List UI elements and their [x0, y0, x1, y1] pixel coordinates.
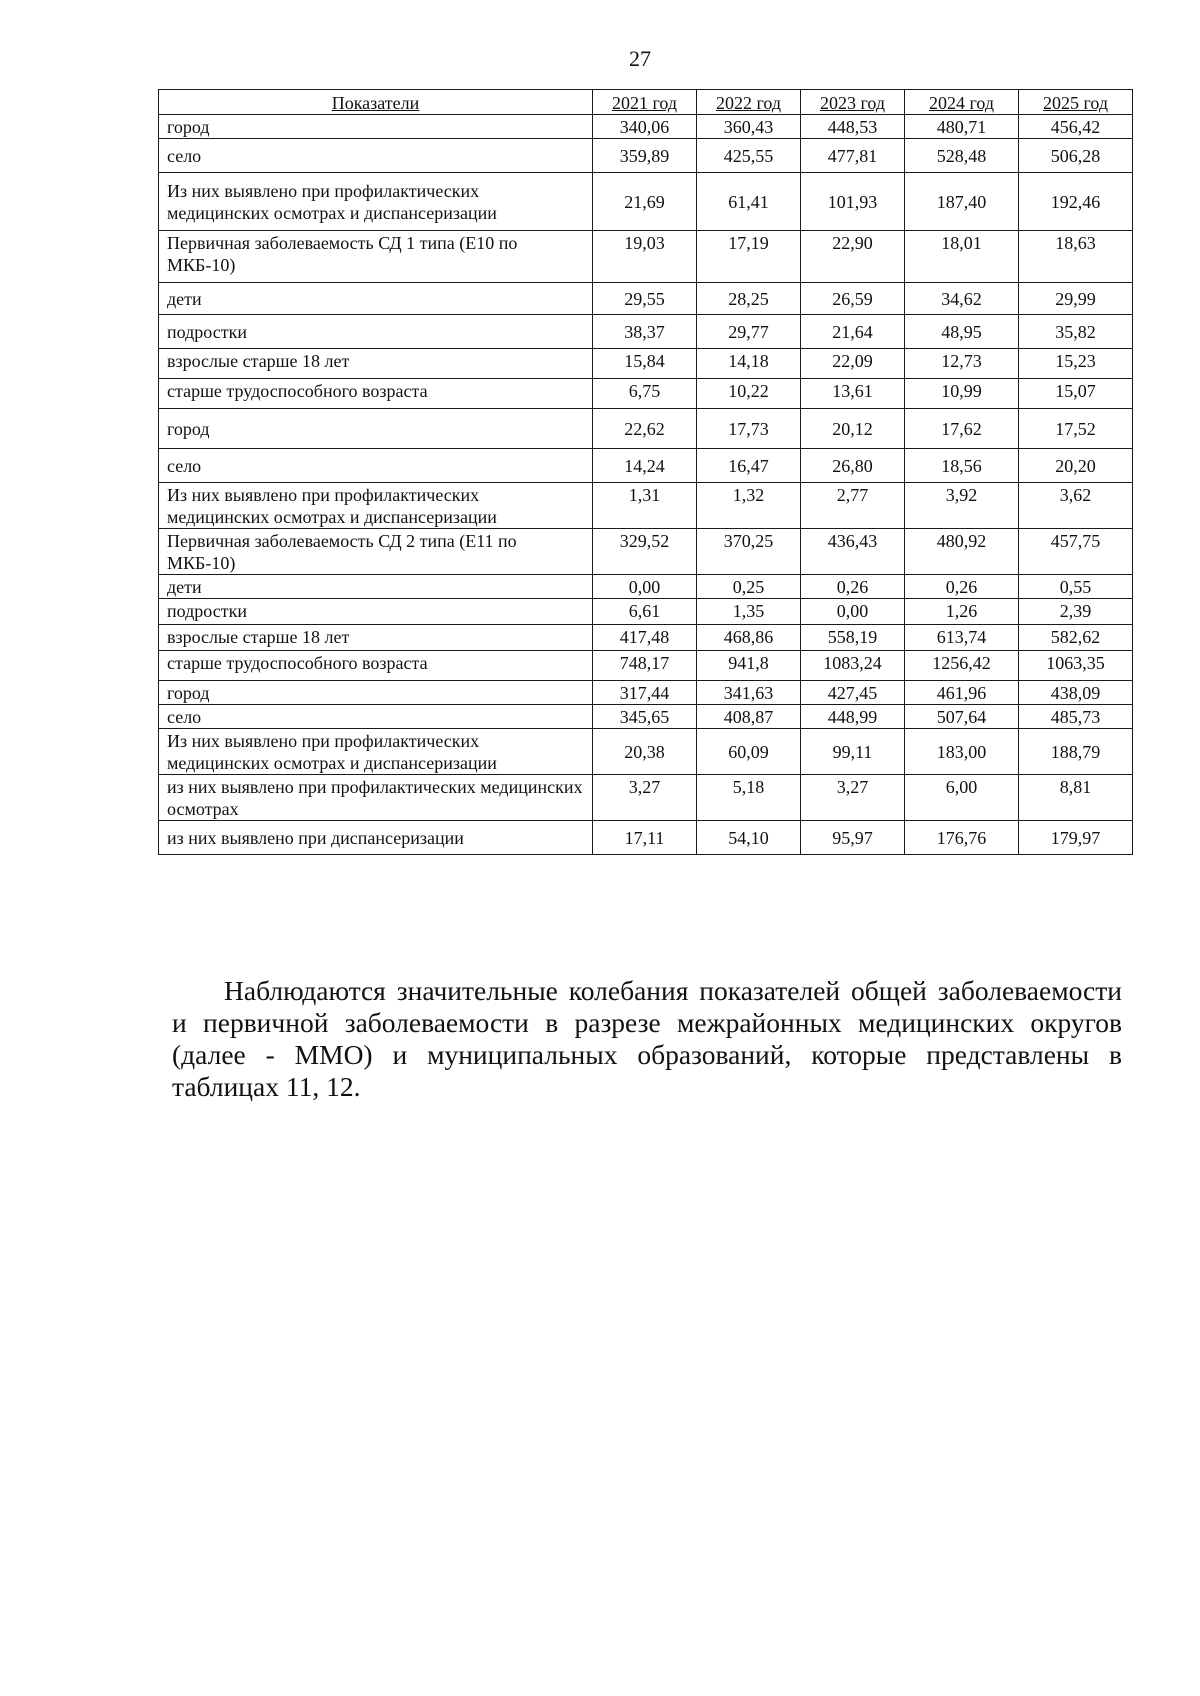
cell-value: 507,64	[905, 705, 1019, 729]
cell-value: 15,84	[593, 349, 697, 379]
cell-value: 35,82	[1019, 315, 1133, 349]
table-row	[159, 483, 1133, 529]
cell-value: 0,26	[801, 575, 905, 599]
table-row	[159, 575, 1133, 599]
cell-value: 10,22	[697, 379, 801, 409]
row-label: подростки	[159, 315, 593, 349]
cell-value: 506,28	[1019, 139, 1133, 173]
cell-value: 179,97	[1019, 821, 1133, 855]
cell-value: 0,00	[801, 599, 905, 625]
cell-value: 99,11	[801, 729, 905, 775]
cell-value: 0,25	[697, 575, 801, 599]
cell-value: 29,77	[697, 315, 801, 349]
cell-value: 340,06	[593, 115, 697, 139]
morbidity-table	[158, 89, 1133, 855]
cell-value: 28,25	[697, 283, 801, 315]
row-label: взрослые старше 18 лет	[159, 625, 593, 651]
cell-value: 18,01	[905, 231, 1019, 283]
row-label: из них выявлено при профилактических медицинских осмотрах	[159, 775, 593, 821]
cell-value: 61,41	[697, 173, 801, 231]
cell-value: 54,10	[697, 821, 801, 855]
column-header: 2021 год	[593, 90, 697, 115]
cell-value: 408,87	[697, 705, 801, 729]
cell-value: 359,89	[593, 139, 697, 173]
cell-value: 427,45	[801, 681, 905, 705]
cell-value: 329,52	[593, 529, 697, 575]
cell-value: 6,00	[905, 775, 1019, 821]
cell-value: 22,09	[801, 349, 905, 379]
cell-value: 1,26	[905, 599, 1019, 625]
column-header: 2023 год	[801, 90, 905, 115]
row-label: из них выявлено при диспансеризации	[159, 821, 593, 855]
cell-value: 21,64	[801, 315, 905, 349]
cell-value: 370,25	[697, 529, 801, 575]
cell-value: 18,63	[1019, 231, 1133, 283]
cell-value: 0,55	[1019, 575, 1133, 599]
cell-value: 1256,42	[905, 651, 1019, 681]
row-label: подростки	[159, 599, 593, 625]
table-header-row	[159, 90, 1133, 115]
table-row	[159, 775, 1133, 821]
table-row	[159, 139, 1133, 173]
cell-value: 8,81	[1019, 775, 1133, 821]
cell-value: 748,17	[593, 651, 697, 681]
cell-value: 101,93	[801, 173, 905, 231]
cell-value: 448,99	[801, 705, 905, 729]
cell-value: 480,71	[905, 115, 1019, 139]
cell-value: 22,62	[593, 409, 697, 449]
cell-value: 26,59	[801, 283, 905, 315]
table-row	[159, 173, 1133, 231]
cell-value: 477,81	[801, 139, 905, 173]
table-row	[159, 729, 1133, 775]
cell-value: 22,90	[801, 231, 905, 283]
cell-value: 20,38	[593, 729, 697, 775]
row-label: Из них выявлено при профилактических медицинских осмотрах и диспансеризации	[159, 729, 593, 775]
cell-value: 456,42	[1019, 115, 1133, 139]
cell-value: 448,53	[801, 115, 905, 139]
cell-value: 417,48	[593, 625, 697, 651]
row-label: Из них выявлено при профилактических медицинских осмотрах и диспансеризации	[159, 483, 593, 529]
cell-value: 188,79	[1019, 729, 1133, 775]
cell-value: 5,18	[697, 775, 801, 821]
cell-value: 941,8	[697, 651, 801, 681]
cell-value: 485,73	[1019, 705, 1133, 729]
table-row	[159, 315, 1133, 349]
cell-value: 468,86	[697, 625, 801, 651]
row-label: город	[159, 681, 593, 705]
row-label: Из них выявлено при профилактических медицинских осмотрах и диспансеризации	[159, 173, 593, 231]
page-number: 27	[629, 46, 651, 71]
cell-value: 558,19	[801, 625, 905, 651]
cell-value: 3,27	[801, 775, 905, 821]
cell-value: 3,92	[905, 483, 1019, 529]
cell-value: 183,00	[905, 729, 1019, 775]
cell-value: 2,77	[801, 483, 905, 529]
cell-value: 457,75	[1019, 529, 1133, 575]
cell-value: 613,74	[905, 625, 1019, 651]
cell-value: 17,11	[593, 821, 697, 855]
row-label: город	[159, 409, 593, 449]
cell-value: 1,31	[593, 483, 697, 529]
cell-value: 1063,35	[1019, 651, 1133, 681]
table-row	[159, 449, 1133, 483]
cell-value: 436,43	[801, 529, 905, 575]
cell-value: 26,80	[801, 449, 905, 483]
table-body	[159, 115, 1133, 855]
cell-value: 176,76	[905, 821, 1019, 855]
row-label: город	[159, 115, 593, 139]
column-header: 2025 год	[1019, 90, 1133, 115]
table-row	[159, 681, 1133, 705]
table-row	[159, 409, 1133, 449]
cell-value: 18,56	[905, 449, 1019, 483]
paragraph-text: Наблюдаются значительные колебания показателей общей заболеваемости и первичной заболеваемости в разрезе межрайонных медицинских округов (далее - ММО) и муниципальных образований, которые представлены в таблицах 11, 12.	[172, 975, 1122, 1102]
cell-value: 2,39	[1019, 599, 1133, 625]
cell-value: 38,37	[593, 315, 697, 349]
cell-value: 15,07	[1019, 379, 1133, 409]
cell-value: 582,62	[1019, 625, 1133, 651]
cell-value: 360,43	[697, 115, 801, 139]
cell-value: 13,61	[801, 379, 905, 409]
cell-value: 10,99	[905, 379, 1019, 409]
cell-value: 425,55	[697, 139, 801, 173]
cell-value: 21,69	[593, 173, 697, 231]
cell-value: 12,73	[905, 349, 1019, 379]
cell-value: 17,52	[1019, 409, 1133, 449]
cell-value: 14,24	[593, 449, 697, 483]
row-label: Первичная заболеваемость СД 2 типа (Е11 по МКБ-10)	[159, 529, 593, 575]
cell-value: 17,19	[697, 231, 801, 283]
cell-value: 317,44	[593, 681, 697, 705]
cell-value: 461,96	[905, 681, 1019, 705]
row-label: дети	[159, 575, 593, 599]
row-label: дети	[159, 283, 593, 315]
cell-value: 1,35	[697, 599, 801, 625]
cell-value: 16,47	[697, 449, 801, 483]
cell-value: 345,65	[593, 705, 697, 729]
row-label: Первичная заболеваемость СД 1 типа (Е10 по МКБ-10)	[159, 231, 593, 283]
column-header: 2022 год	[697, 90, 801, 115]
row-label: село	[159, 705, 593, 729]
cell-value: 6,75	[593, 379, 697, 409]
table-row	[159, 349, 1133, 379]
cell-value: 29,99	[1019, 283, 1133, 315]
cell-value: 341,63	[697, 681, 801, 705]
table-row	[159, 231, 1133, 283]
table-row	[159, 529, 1133, 575]
cell-value: 60,09	[697, 729, 801, 775]
row-label: село	[159, 449, 593, 483]
table-row	[159, 651, 1133, 681]
table-row	[159, 283, 1133, 315]
table-row	[159, 379, 1133, 409]
cell-value: 187,40	[905, 173, 1019, 231]
body-paragraph	[172, 975, 1122, 1103]
column-header: Показатели	[159, 90, 593, 115]
cell-value: 192,46	[1019, 173, 1133, 231]
cell-value: 528,48	[905, 139, 1019, 173]
cell-value: 29,55	[593, 283, 697, 315]
cell-value: 3,62	[1019, 483, 1133, 529]
cell-value: 1,32	[697, 483, 801, 529]
cell-value: 15,23	[1019, 349, 1133, 379]
table-row	[159, 599, 1133, 625]
cell-value: 95,97	[801, 821, 905, 855]
cell-value: 480,92	[905, 529, 1019, 575]
table-row	[159, 115, 1133, 139]
table-row	[159, 705, 1133, 729]
cell-value: 34,62	[905, 283, 1019, 315]
cell-value: 6,61	[593, 599, 697, 625]
cell-value: 438,09	[1019, 681, 1133, 705]
cell-value: 0,00	[593, 575, 697, 599]
column-header: 2024 год	[905, 90, 1019, 115]
table-row	[159, 821, 1133, 855]
row-label: старше трудоспособного возраста	[159, 379, 593, 409]
cell-value: 48,95	[905, 315, 1019, 349]
cell-value: 14,18	[697, 349, 801, 379]
cell-value: 0,26	[905, 575, 1019, 599]
cell-value: 20,12	[801, 409, 905, 449]
row-label: взрослые старше 18 лет	[159, 349, 593, 379]
cell-value: 17,73	[697, 409, 801, 449]
cell-value: 17,62	[905, 409, 1019, 449]
row-label: село	[159, 139, 593, 173]
row-label: старше трудоспособного возраста	[159, 651, 593, 681]
cell-value: 3,27	[593, 775, 697, 821]
table-row	[159, 625, 1133, 651]
cell-value: 20,20	[1019, 449, 1133, 483]
cell-value: 19,03	[593, 231, 697, 283]
cell-value: 1083,24	[801, 651, 905, 681]
